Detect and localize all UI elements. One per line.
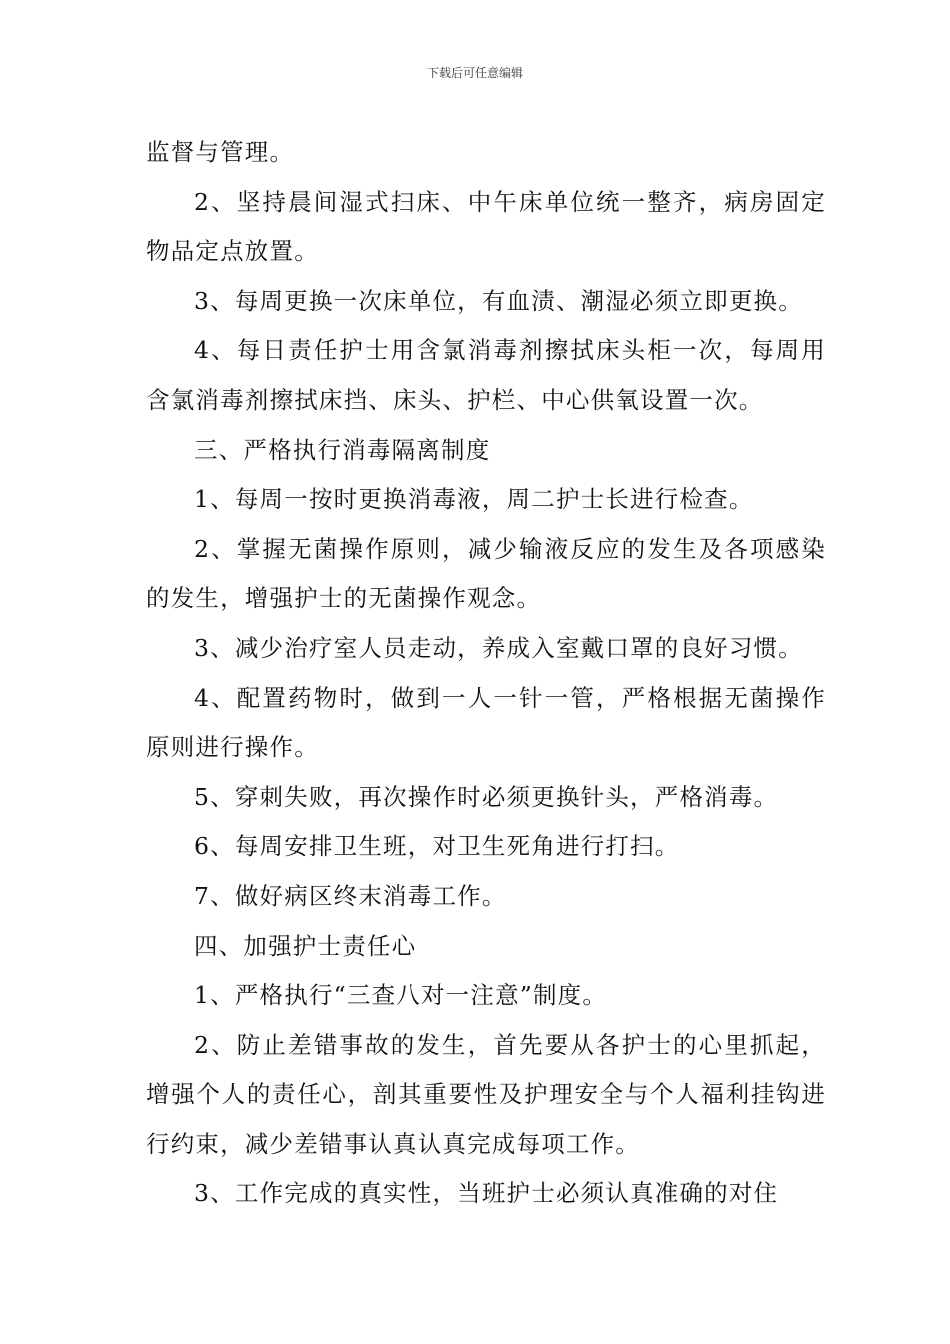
document-body [146, 128, 826, 1219]
paragraph-6: 1、每周一按时更换消毒液，周二护士长进行检查。 [194, 485, 754, 514]
paragraph-10: 5、穿刺失败，再次操作时必须更换针头，严格消毒。 [194, 782, 779, 811]
paragraph-4: 4、每日责任护士用含氯消毒剂擦拭床头柜一次，每周用含氯消毒剂擦拭床挡、床头、护栏、中心供氧设置一次。 [146, 336, 826, 414]
section-heading-4: 四、加强护士责任心 [194, 931, 417, 960]
paragraph-7: 2、掌握无菌操作原则，减少输液反应的发生及各项感染的发生，增强护士的无菌操作观念。 [146, 534, 826, 613]
paragraph-3: 3、每周更换一次床单位，有血渍、潮湿必须立即更换。 [194, 286, 803, 315]
paragraph-1: 监督与管理。 [146, 138, 295, 166]
section-heading-3: 三、严格执行消毒隔离制度 [194, 435, 491, 464]
paragraph-2: 2、坚持晨间湿式扫床、中午床单位统一整齐，病房固定物品定点放置。 [146, 187, 826, 266]
paragraph-9: 4、配置药物时，做到一人一针一管，严格根据无菌操作原则进行操作。 [146, 683, 826, 762]
paragraph-14: 1、严格执行“三查八对一注意”制度。 [194, 981, 608, 1010]
paragraph-8: 3、减少治疗室人员走动，养成入室戴口罩的良好习惯。 [194, 633, 803, 662]
paragraph-12: 7、做好病区终末消毒工作。 [194, 881, 507, 910]
paragraph-16: 3、工作完成的真实性，当班护士必须认真准确的对住 [194, 1179, 779, 1208]
page-header-note: 下载后可任意编辑 [426, 66, 523, 80]
paragraph-11: 6、每周安排卫生班，对卫生死角进行打扫。 [194, 832, 680, 861]
paragraph-15: 2、防止差错事故的发生，首先要从各护士的心里抓起，增强个人的责任心，剖其重要性及护理安全与个人福利挂钩进行约束，减少差错事认真认真完成每项工作。 [146, 1030, 826, 1158]
